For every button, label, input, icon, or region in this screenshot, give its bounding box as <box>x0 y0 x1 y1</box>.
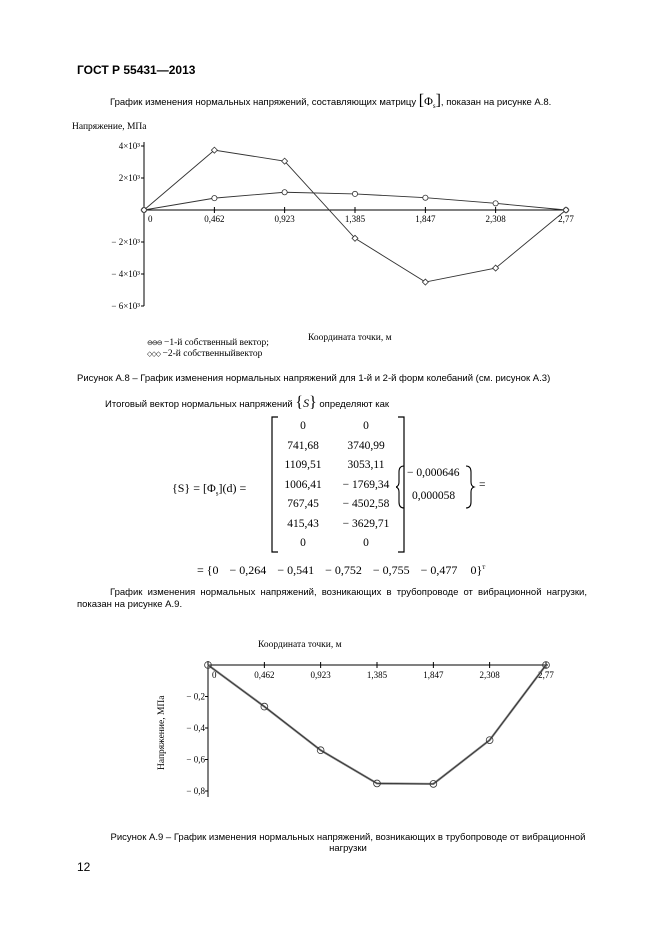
result-value-4: − 0,755 <box>372 563 410 577</box>
a8-y-tick-label: − 4×10³ <box>111 269 140 279</box>
vector-intro-text: Итоговый вектор нормальных напряжений <box>105 399 293 410</box>
matrix-symbol: Φ <box>424 94 433 108</box>
result-prefix: = {0 <box>197 563 219 577</box>
a8-point-series1 <box>423 195 428 200</box>
legend-label-1: −1-й собственный вектор; <box>163 338 269 348</box>
result-value-1: − 0,264 <box>229 563 267 577</box>
a8-y-tick-label: − 6×10³ <box>111 301 140 311</box>
figure-a8-caption: Рисунок А.8 – График изменения нормальных напряжений для 1-й и 2-й форм колебаний (см. рисунок А.3) <box>77 373 551 384</box>
a8-point-series1 <box>493 201 498 206</box>
a9-x-axis-label: Координата точки, м <box>258 640 342 650</box>
a8-y-axis-label: Напряжение, МПа <box>72 122 147 132</box>
legend-item-2 <box>147 349 269 360</box>
a8-x-tick-label: 0,923 <box>274 214 295 224</box>
a8-x-tick-label: 1,847 <box>415 214 436 224</box>
a8-x-tick-label: 0 <box>148 214 153 224</box>
result-transpose: т <box>482 563 486 571</box>
a9-series-line-inner <box>208 665 546 784</box>
a9-caption-line1: Рисунок А.9 – График изменения нормальных напряжений, возникающих в трубопроводе от вибрационной <box>110 832 586 843</box>
matrix-cell-r6-c0: 0 <box>300 537 306 549</box>
matrix-cell-r2-c1: 3053,11 <box>347 459 385 471</box>
matrix-cell-r4-c1: − 4502,58 <box>342 498 390 510</box>
a8-point-series1 <box>352 191 357 196</box>
a8-legend <box>147 338 269 360</box>
a9-x-tick-label: 1,385 <box>366 670 388 680</box>
a9-y-tick-label: − 0,6 <box>186 754 205 765</box>
a8-axes <box>144 142 566 306</box>
matrix-cell-r1-c1: 3740,99 <box>347 439 385 452</box>
matrix-cell-r3-c1: − 1769,34 <box>342 478 390 491</box>
a8-y-tick-label: 2×10³ <box>118 173 140 183</box>
lhs-subscript: s <box>215 489 219 498</box>
vector-intro: Итоговый вектор нормальных напряжений {S} определяют как <box>105 394 390 411</box>
a8-x-tick-label: 0,462 <box>204 214 225 224</box>
a9-series <box>205 662 550 788</box>
matrix-cell-r1-c0: 741,68 <box>287 439 319 452</box>
figure-a9-chart <box>150 630 570 810</box>
matrix-cell-r5-c1: − 3629,71 <box>342 517 390 530</box>
matrix-cell-r0-c0: 0 <box>300 420 306 432</box>
a9-x-tick-label: 0,923 <box>310 670 331 680</box>
a9-x-tick-label: 0,462 <box>254 670 275 680</box>
a8-x-axis-label: Координата точки, м <box>308 333 392 343</box>
lhs-text: {S} = [Φ <box>172 481 216 495</box>
result-row <box>197 563 485 578</box>
matrix-brackets <box>270 415 410 555</box>
intro-a9: График изменения нормальных напряжений, возникающих в трубопроводе от вибрационной нагрузки, показан на рисунке А.9. <box>77 587 587 610</box>
intro-a8-text: График изменения нормальных напряжений, составляющих матрицу <box>110 97 417 108</box>
equation-equals: = <box>479 479 486 491</box>
matrix-cell-r3-c0: 1006,41 <box>284 478 322 491</box>
figure-a8-chart <box>60 115 580 365</box>
a9-y-tick-label: − 0,4 <box>186 723 205 733</box>
result-value-5: − 0,477 <box>420 563 458 577</box>
a9-caption-line2: нагрузки <box>329 843 367 854</box>
a9-x-tick-label: 0 <box>212 670 217 680</box>
a9-y-tick-label: − 0,8 <box>186 786 205 796</box>
a8-x-tick-label: 2,308 <box>485 214 506 224</box>
legend-item-1 <box>147 338 269 349</box>
document-header: ГОСТ Р 55431—2013 <box>77 63 196 77</box>
legend-label-2: −2-й собственныйвектор <box>162 349 263 359</box>
result-value-3: − 0,752 <box>325 563 362 577</box>
vector-value-2: 0,000058 <box>412 490 456 502</box>
vector-value-1: − 0,000646 <box>407 467 460 479</box>
a8-y-tick-label: − 2×10³ <box>111 237 140 247</box>
vector-braces <box>396 464 496 510</box>
a8-point-series1 <box>212 196 217 201</box>
a8-x-tick-label: 1,385 <box>344 214 366 224</box>
a9-x-tick-label: 1,847 <box>423 670 444 680</box>
matrix-cell-r6-c1: 0 <box>363 537 369 549</box>
intro-a8: График изменения нормальных напряжений, составляющих матрицу $[\Phi_s]$, показан на рисунке А.8. <box>110 92 552 110</box>
equation-lhs <box>172 481 246 497</box>
a9-x-tick-label: 2,77 <box>538 670 554 680</box>
a8-y-tick-label: 4×10³ <box>118 141 140 151</box>
a9-series-line <box>208 665 546 784</box>
matrix-cell-r4-c0: 767,45 <box>287 498 319 510</box>
legend-marker-2: ◇◇◇ <box>147 350 161 358</box>
legend-marker-1: ⊖⊖⊖ <box>147 339 162 347</box>
a9-y-tick-label: − 0,2 <box>186 691 205 702</box>
a8-x-tick-label: 2,77 <box>558 214 574 224</box>
result-suffix: 0} <box>470 563 483 577</box>
matrix-cell-r0-c1: 0 <box>363 420 369 432</box>
a8-point-series2 <box>422 279 428 285</box>
a9-y-axis-label: Напряжение, МПа <box>157 695 167 770</box>
figure-a9-caption <box>98 832 598 854</box>
a8-point-series1 <box>282 190 287 195</box>
matrix-cell-r5-c0: 415,43 <box>287 517 319 530</box>
intro-a8-tail: , показан на рисунке А.8. <box>440 97 552 108</box>
page-number: 12 <box>77 860 91 874</box>
vector-intro-tail: определяют как <box>319 399 390 410</box>
a8-y-ticks <box>111 141 144 311</box>
lhs-tail: ](d) = <box>218 481 247 495</box>
vector-symbol: S <box>303 396 310 410</box>
a9-y-ticks <box>186 692 208 797</box>
matrix-cell-r2-c0: 1109,51 <box>284 459 322 471</box>
a9-x-tick-label: 2,308 <box>479 670 500 680</box>
result-value-2: − 0,541 <box>277 563 315 577</box>
